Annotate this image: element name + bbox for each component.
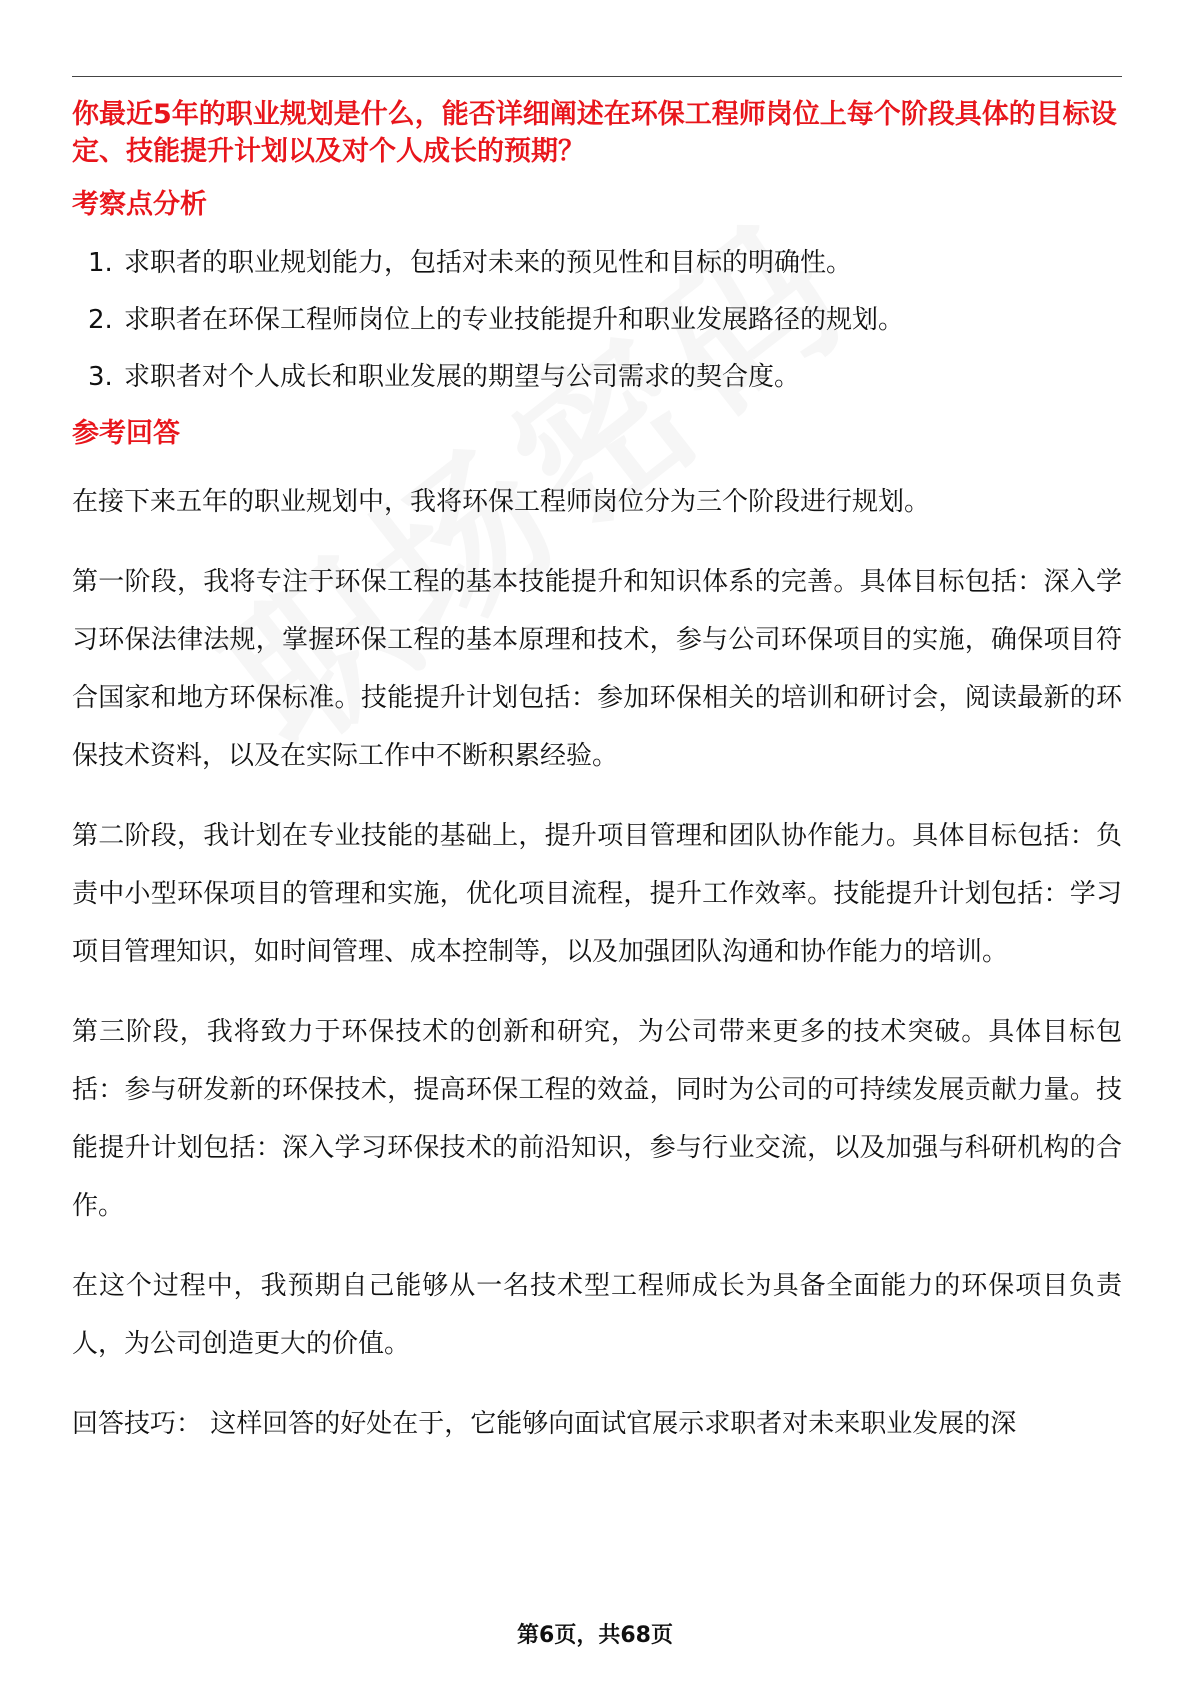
list-number: 2.	[88, 305, 113, 335]
list-text: 求职者对个人成长和职业发展的期望与公司需求的契合度。	[124, 362, 801, 392]
page-content	[72, 96, 1122, 1453]
answer-heading: 参考回答	[72, 418, 180, 449]
list-item	[72, 245, 1122, 281]
list-text: 求职者的职业规划能力，包括对未来的预见性和目标的明确性。	[124, 248, 853, 278]
page-number: 第6页，共68页	[517, 1623, 673, 1648]
analysis-list	[72, 245, 1122, 395]
top-divider	[72, 76, 1122, 77]
analysis-heading: 考察点分析	[72, 189, 207, 220]
answer-paragraph: 在这个过程中，我预期自己能够从一名技术型工程师成长为具备全面能力的环保项目负责人，为公司创造更大的价值。	[72, 1271, 1122, 1359]
answer-paragraph: 第二阶段，我计划在专业技能的基础上，提升项目管理和团队协作能力。具体目标包括：负责中小型环保项目的管理和实施，优化项目流程，提升工作效率。技能提升计划包括：学习项目管理知识，如时间管理、成本控制等，以及加强团队沟通和协作能力的培训。	[72, 821, 1122, 967]
answer-paragraph: 第三阶段，我将致力于环保技术的创新和研究，为公司带来更多的技术突破。具体目标包括：参与研发新的环保技术，提高环保工程的效益，同时为公司的可持续发展贡献力量。技能提升计划包括：深入学习环保技术的前沿知识，参与行业交流，以及加强与科研机构的合作。	[72, 1017, 1122, 1221]
list-item	[72, 359, 1122, 395]
list-number: 1.	[88, 248, 113, 278]
list-item	[72, 302, 1122, 338]
answer-tips-paragraph: 回答技巧： 这样回答的好处在于，它能够向面试官展示求职者对未来职业发展的深	[72, 1409, 1017, 1439]
answer-paragraph: 在接下来五年的职业规划中，我将环保工程师岗位分为三个阶段进行规划。	[72, 487, 931, 517]
answer-paragraph: 第一阶段，我将专注于环保工程的基本技能提升和知识体系的完善。具体目标包括：深入学习环保法律法规，掌握环保工程的基本原理和技术，参与公司环保项目的实施，确保项目符合国家和地方环保标准。技能提升计划包括：参加环保相关的培训和研讨会，阅读最新的环保技术资料，以及在实际工作中不断积累经验。	[72, 567, 1122, 771]
list-text: 求职者在环保工程师岗位上的专业技能提升和职业发展路径的规划。	[124, 305, 905, 335]
question-title: 你最近5年的职业规划是什么，能否详细阐述在环保工程师岗位上每个阶段具体的目标设定、技能提升计划以及对个人成长的预期？	[72, 99, 1117, 167]
list-number: 3.	[88, 362, 113, 392]
